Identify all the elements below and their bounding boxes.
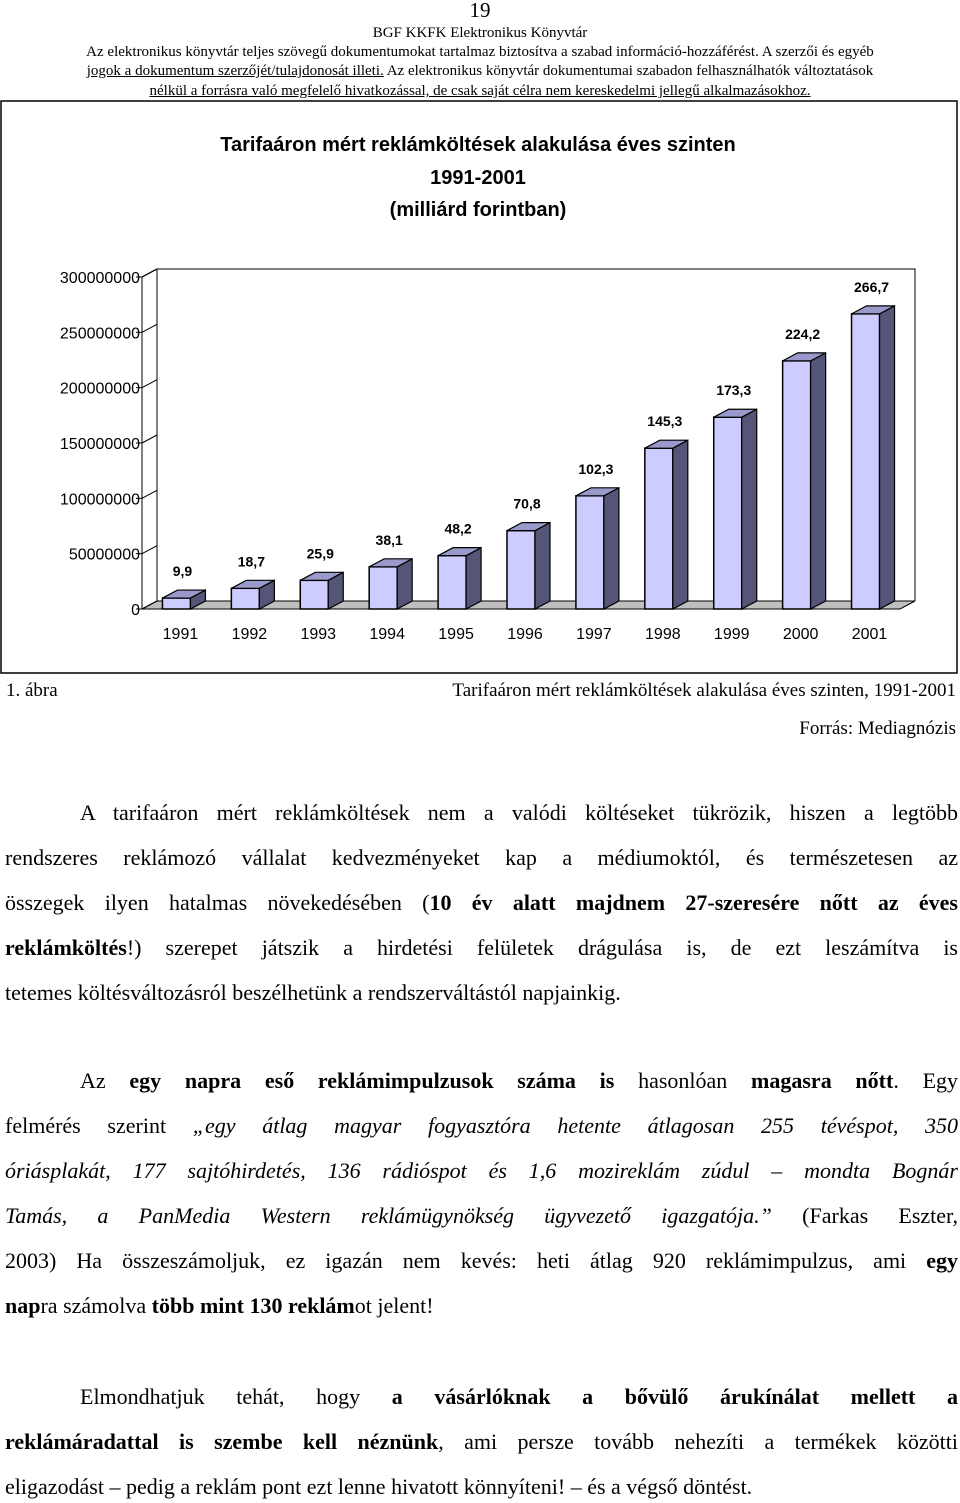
p3-line-2 [5,1429,958,1455]
bar [300,580,328,609]
p1-bold-2: reklámköltés [5,935,127,960]
bar-side [880,306,895,609]
p3-line-3: eligazodást – pedig a reklám pont ezt lenne hivatott könnyíteni! – és a végső döntést. [5,1474,753,1499]
bar [852,314,880,609]
figure-title: Tarifaáron mért reklámköltések alakulása éves szinten, 1991-2001 [452,680,956,701]
p2-bold-3: egy [926,1248,958,1273]
x-tick-label: 1996 [507,626,543,643]
p1-line-3 [5,890,958,916]
x-tick-label: 2000 [782,626,819,643]
header-line-2 [0,63,960,80]
x-tick-label: 1998 [645,626,681,643]
p2-line-1 [5,1068,958,1094]
data-label: 9,9 [172,563,193,580]
bar-side [604,488,619,609]
p3-bold-1: a vásárlóknak a bővülő árukínálat mellett a [391,1384,959,1409]
p3-text-2: , ami persze tovább nehezíti a termékek közötti [438,1429,958,1454]
bar-side [397,559,412,609]
y-tick-label: 150000000 [59,436,140,453]
header-line-1: Az elektronikus könyvtár teljes szövegű dokumentumokat tartalmaz biztosítva a szabad információ-hozzáférést. A szerzői és egyéb [86,44,874,60]
chart-title-line-1: Tarifaáron mért reklámköltések alakulása éves szinten [220,134,736,156]
y-tick-label: 0 [131,602,140,619]
p2-bold-5: több mint 130 reklám [151,1293,355,1318]
p1-text-4: !) szerepet játszik a hirdetési felületek drágulása is, de ezt leszámítva is [126,935,958,960]
p2-line-5 [5,1248,958,1274]
bar [714,417,742,609]
p1-line-3-wrap [5,890,958,916]
p1-line-4-wrap [5,935,958,961]
data-label: 102,3 [578,460,614,477]
data-label: 266,7 [854,278,890,295]
y-tick-label: 200000000 [59,380,140,398]
y-tick-label: 50000000 [68,546,140,564]
p2-line-1-wrap [80,1068,958,1094]
p2-bold-2: magasra nőtt [751,1068,894,1093]
x-tick-label: 1992 [231,626,268,643]
chart-title-line-2: 1991-2001 [430,167,526,189]
bar [162,598,190,609]
bar-side [742,409,757,609]
bar [576,496,604,609]
page-number: 19 [469,0,491,22]
p2-line-4 [5,1203,958,1229]
p3-bold-2: reklámáradattal is szembe kell néznünk [5,1429,439,1454]
p2-quote-2: óriásplakát, 177 sajtóhirdetés, 136 rádióspot és 1,6 mozireklám zúdul – mondta Bognár [5,1158,958,1183]
header-line-3[interactable]: nélkül a forrásra való megfelelő hivatkozással, de csak saját célra nem kereskedelmi jellegű alkalmazásokhoz. [149,83,811,99]
p1-text-2: rendszeres reklámozó vállalat kedvezményeket kap a médiumoktól, és természetesen az [5,845,958,870]
p2-line-2-wrap [5,1113,958,1139]
bar-chart [0,100,958,674]
p1-line-5: tetemes költésváltozásról beszélhetünk a rendszerváltástól napjainkig. [5,980,621,1005]
bar [783,361,811,609]
data-label: 70,8 [513,495,541,512]
bar-side [811,353,826,609]
chart-canvas [0,100,958,674]
p2-text-8: ot jelent! [354,1293,434,1318]
data-label: 145,3 [647,413,683,430]
p2-line-2 [5,1113,958,1139]
p2-text-1: Az [80,1068,130,1093]
p2-text-7: ra számolva [40,1293,152,1318]
bar-side [673,440,688,609]
p1-line-4 [5,935,958,961]
p1-text-1: A tarifaáron mért reklámköltések nem a valódi költéseket tükrözik, hiszen a legtöbb [80,800,958,825]
figure-source: Forrás: Mediagnózis [799,718,956,739]
chart-title-line-3: (milliárd forintban) [389,199,567,221]
bar-side [466,548,481,609]
data-label: 48,2 [444,520,472,537]
x-tick-label: 1994 [369,626,405,643]
x-tick-label: 2001 [851,626,888,643]
bar [507,531,535,609]
y-tick-label: 250000000 [59,325,140,343]
p2-text-2: hasonlóan [614,1068,752,1093]
p2-text-3: . Egy [893,1068,959,1093]
bar [645,448,673,609]
p1-line-1 [5,800,958,826]
data-label: 18,7 [237,553,265,570]
p2-bold-4: nap [5,1293,41,1318]
p1-bold-1: 10 év alatt majdnem 27-szeresére nőtt az éves [429,890,958,915]
data-label: 224,2 [785,325,821,342]
p2-line-5-wrap [5,1248,958,1274]
p2-line-3 [5,1158,958,1184]
data-label: 173,3 [716,382,752,399]
p2-quote-3: Tamás, a PanMedia Western reklámügynökség ügyvezető igazgatója.” [5,1203,772,1228]
data-label: 25,9 [306,545,334,562]
x-tick-label: 1993 [300,626,337,643]
header-line-2-rest: Az elektronikus könyvtár dokumentumai szabadon felhasználhatók változtatások [383,63,874,79]
x-tick-label: 1999 [713,626,750,643]
p3-line-2-wrap [5,1429,958,1455]
header-library: BGF KKFK Elektronikus Könyvtár [372,25,588,41]
p2-text-6: 2003) Ha összeszámoljuk, ez igazán nem kevés: heti átlag 920 reklámimpulzus, ami [5,1248,927,1273]
p3-line-1-wrap [80,1384,958,1410]
p2-text-5: (Farkas Eszter, [771,1203,958,1228]
p2-text-4: felmérés szerint [5,1113,193,1138]
bar [369,567,397,609]
p1-line-2 [5,845,958,871]
p2-line-6 [5,1293,958,1319]
bar-side [535,523,550,609]
y-tick-label: 100000000 [59,491,140,509]
bar [438,556,466,609]
y-tick-label: 300000000 [59,270,140,287]
p2-bold-1: egy napra eső reklámimpulzusok száma is [129,1068,615,1093]
bar [231,588,259,609]
x-tick-label: 1995 [438,626,474,643]
p3-text-1: Elmondhatjuk tehát, hogy [80,1384,392,1409]
x-tick-label: 1997 [576,626,612,643]
data-label: 38,1 [375,531,403,548]
x-tick-label: 1991 [162,626,199,643]
p1-text-3: összegek ilyen hatalmas növekedésében ( [5,890,430,915]
p2-quote-1: „egy átlag magyar fogyasztóra hetente átlagosan 255 tévéspot, 350 [192,1113,958,1138]
p3-line-1 [5,1384,958,1410]
header-rights-link[interactable]: jogok a dokumentum szerzőjét/tulajdonosát illeti. [86,63,384,79]
figure-label: 1. ábra [6,680,58,701]
p2-line-4-wrap [5,1203,958,1229]
